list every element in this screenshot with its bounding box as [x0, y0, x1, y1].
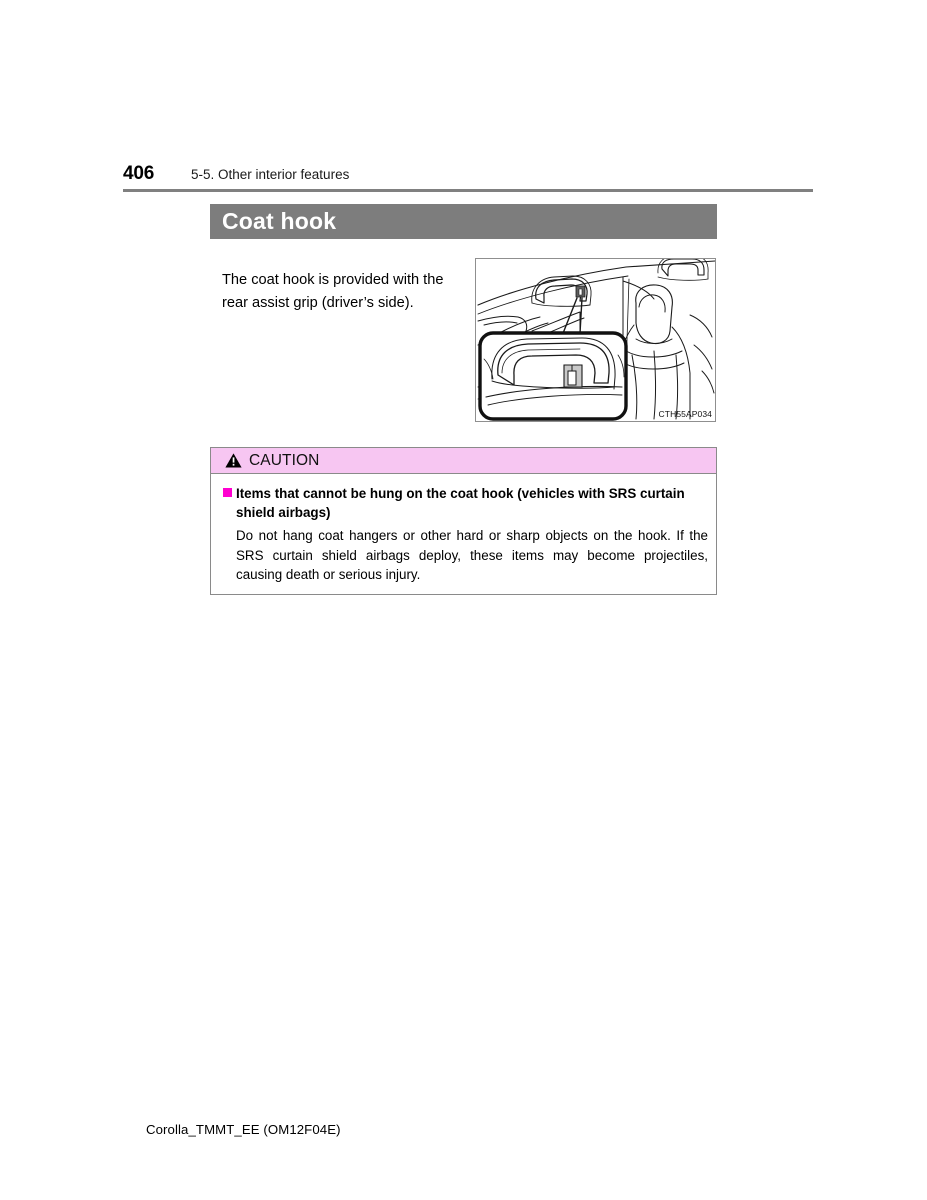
page-header — [123, 163, 813, 189]
caution-box — [210, 447, 717, 595]
caution-body — [211, 474, 716, 585]
page-title: Coat hook — [222, 208, 337, 234]
caution-item-text: Do not hang coat hangers or other hard or sharp objects on the hook. If the SRS curtain shield airbags deploy, these items may become projectiles, causing death or serious injury. — [236, 528, 708, 582]
feature-title-bar — [210, 204, 717, 239]
page-footer: Corolla_TMMT_EE (OM12F04E) — [146, 1122, 341, 1137]
bullet-square-icon — [223, 488, 232, 497]
page-number: 406 — [123, 163, 155, 184]
caution-item — [223, 484, 707, 522]
warning-triangle-icon — [225, 453, 242, 468]
figure-id-label: CTH55AP034 — [658, 409, 712, 419]
coat-hook-illustration — [476, 259, 715, 421]
header-divider — [123, 189, 813, 192]
illustration-figure — [475, 258, 716, 422]
caution-header-label: CAUTION — [249, 451, 320, 469]
caution-header — [211, 448, 716, 474]
feature-description: The coat hook is provided with the rear assist grip (driver’s side). — [222, 271, 444, 311]
callout-magnifier — [480, 333, 626, 419]
caution-item-title: Items that cannot be hung on the coat hook (vehicles with SRS curtain shield airbags) — [236, 486, 685, 520]
section-title: 5-5. Other interior features — [191, 167, 350, 182]
